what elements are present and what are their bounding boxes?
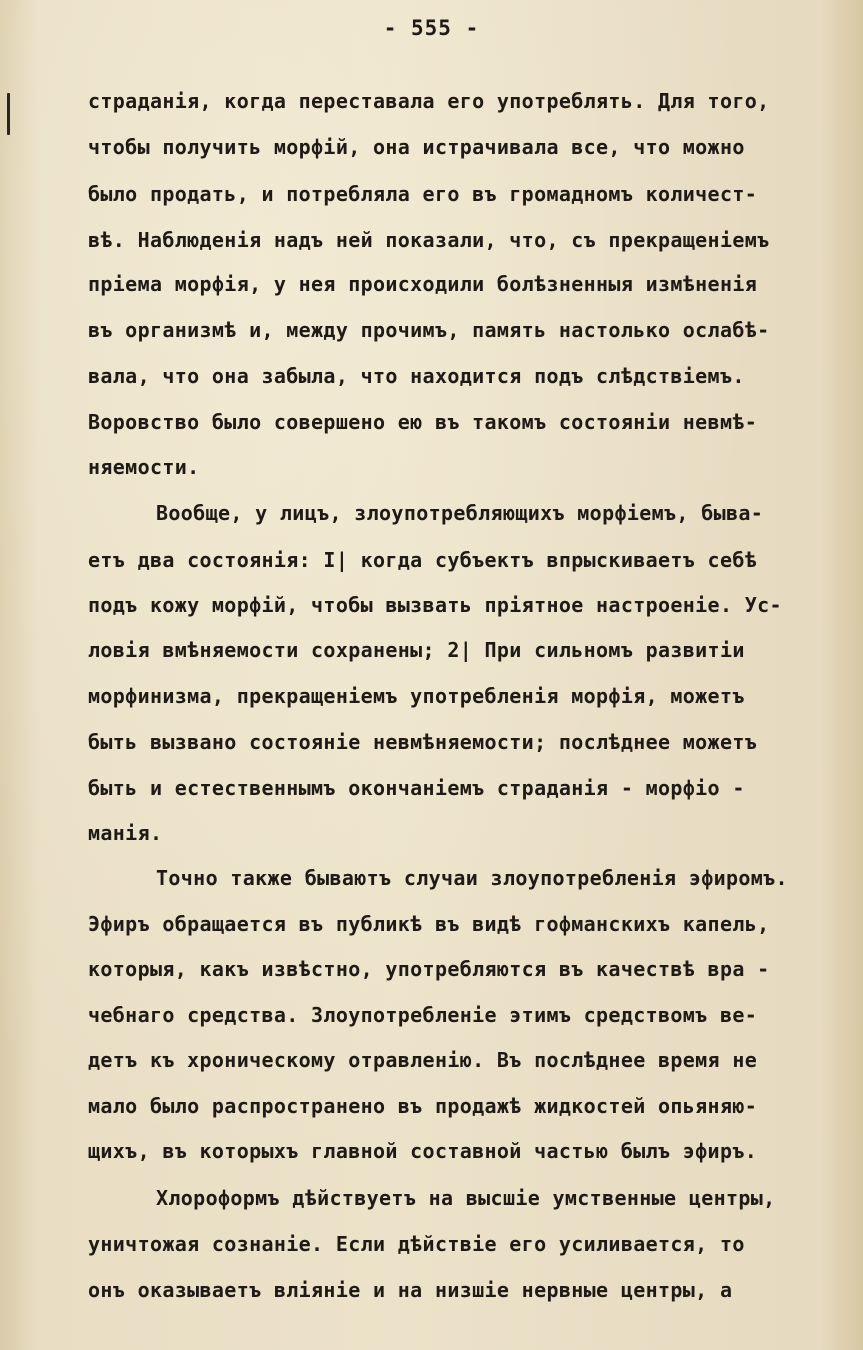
text-line: онъ оказываетъ вліяніе и на низшіе нервные центры, а — [88, 1278, 733, 1302]
text-line: вѣ. Наблюденія надъ ней показали, что, съ прекращеніемъ — [88, 228, 770, 252]
text-line: пріема морфія, у нея происходили болѣзненныя измѣненія — [88, 272, 758, 296]
text-line: Точно также бываютъ случаи злоупотребленія эфиромъ. — [156, 866, 788, 890]
text-line: етъ два состоянія: I| когда субъектъ впрыскиваетъ себѣ — [88, 548, 758, 572]
text-line: Воровство было совершено ею въ такомъ состояніи невмѣ- — [88, 410, 758, 434]
text-line: морфинизма, прекращеніемъ употребленія морфія, можетъ — [88, 684, 745, 708]
text-line: Эфиръ обращается въ публикѣ въ видѣ гофманскихъ капель, — [88, 912, 770, 936]
text-line: мало было распространено въ продажѣ жидкостей опьяняю- — [88, 1094, 758, 1118]
text-line: няемости. — [88, 455, 200, 479]
text-line: ловія вмѣняемости сохранены; 2| При сильномъ развитіи — [88, 638, 745, 662]
text-line: было продать, и потребляла его въ громадномъ количест- — [88, 182, 758, 206]
text-line: Вообще, у лицъ, злоупотребляющихъ морфіемъ, быва- — [156, 501, 764, 525]
text-line: манія. — [88, 821, 163, 845]
text-line: щихъ, въ которыхъ главной составной частью былъ эфиръ. — [88, 1139, 758, 1163]
text-line: вала, что она забыла, что находится подъ слѣдствіемъ. — [88, 364, 745, 388]
text-line: уничтожая сознаніе. Если дѣйствіе его усиливается, то — [88, 1232, 745, 1256]
text-line: быть вызвано состояніе невмѣняемости; послѣднее можетъ — [88, 730, 758, 754]
text-line: детъ къ хроническому отравленію. Въ послѣднее время не — [88, 1048, 758, 1072]
text-line: подъ кожу морфій, чтобы вызвать пріятное настроеніе. Ус- — [88, 593, 782, 617]
text-line: Хлороформъ дѣйствуетъ на высшіе умственные центры, — [156, 1186, 776, 1210]
text-line: быть и естественнымъ окончаніемъ страданія - морфіо - — [88, 776, 745, 800]
margin-mark — [7, 93, 10, 135]
text-line: страданія, когда переставала его употреблять. Для того, — [88, 89, 770, 113]
text-line: которыя, какъ извѣстно, употребляются въ качествѣ вра - — [88, 957, 770, 981]
text-line: чтобы получить морфій, она истрачивала все, что можно — [88, 135, 745, 159]
text-line: въ организмѣ и, между прочимъ, память настолько ослабѣ- — [88, 318, 770, 342]
text-line: чебнаго средства. Злоупотребленіе этимъ средствомъ ве- — [88, 1003, 758, 1027]
page-number: - 555 - — [383, 16, 480, 40]
